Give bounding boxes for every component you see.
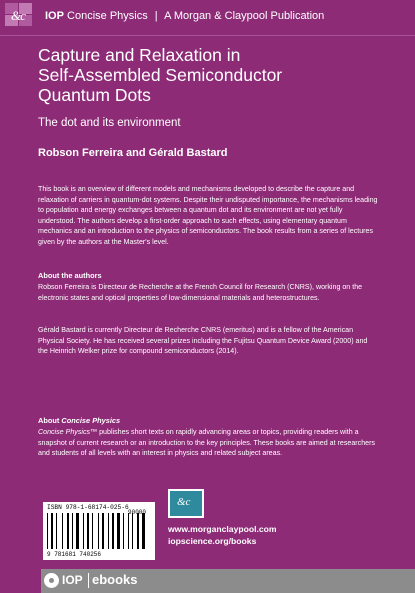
website-link-iopscience[interactable]: iopscience.org/books: [168, 536, 257, 546]
barcode-bar: [98, 513, 99, 549]
barcode-bar: [92, 513, 93, 549]
iop-logo-center: [49, 578, 54, 583]
barcode-bar: [76, 513, 79, 549]
brand-separator: |: [154, 10, 158, 22]
barcode-bar: [47, 513, 48, 549]
isbn-addon: 90000: [128, 509, 147, 516]
book-description: This book is an overview of different models and mechanisms developed to describe the capture and relaxation of carriers in quantum-dot systems. Despite their undisputed importance, the mechanisms leading to population and energy exchanges between a quantum dot and its environment are not yet fully understood. The authors develop a first-order approach to such effects, using elementary quantum mechanics and an introduction to the physics of semiconductors. The book results from a series of lectures given by the authors at the Master's level.: [38, 185, 378, 246]
svg-text:&c: &c: [177, 496, 191, 508]
footer-iop: IOP: [62, 573, 83, 587]
barcode-bar: [62, 513, 63, 549]
about-series-prefix: About: [38, 416, 62, 425]
barcode-bar: [51, 513, 53, 549]
title-line-3: Quantum Dots: [38, 85, 151, 105]
barcode-bar: [102, 513, 104, 549]
header-divider: [0, 35, 415, 36]
brand-series: Concise Physics: [67, 10, 148, 22]
barcode-bar: [137, 513, 139, 549]
barcode-bar: [67, 513, 69, 549]
footer-accent: [0, 569, 41, 593]
series-description: ™ publishes short texts on rapidly advancing areas or topics, providing readers with a snapshot of current research or an introduction to the key principles. These books are aimed at researchers and students of all levels with an interest in physics and related subject areas.: [38, 428, 376, 458]
series-brand: [45, 10, 324, 22]
about-authors-heading: About the authors: [38, 271, 102, 280]
isbn-digits: 9 781681 740256: [47, 551, 102, 558]
about-series-text: [38, 427, 378, 459]
barcode-bar: [108, 513, 109, 549]
barcode-bar: [128, 513, 129, 549]
morgan-claypool-logo: [168, 489, 204, 518]
brand-iop: IOP: [45, 10, 64, 22]
footer-ebooks: ebooks: [92, 572, 138, 587]
title-line-1: Capture and Relaxation in: [38, 45, 241, 65]
barcode-bar: [132, 513, 133, 549]
book-subtitle: The dot and its environment: [38, 117, 181, 129]
barcode-bar: [142, 513, 145, 549]
logo-mark-icon: [168, 489, 204, 518]
header-bar: [0, 0, 415, 35]
barcode-bar: [123, 513, 124, 549]
barcode-bar: [56, 513, 57, 549]
about-series-name: Concise Physics: [61, 416, 121, 425]
book-title: [38, 45, 398, 105]
footer-separator: [88, 573, 89, 588]
barcode-bar: [87, 513, 89, 549]
brand-tagline: A Morgan & Claypool Publication: [164, 10, 325, 22]
series-name-inline: Concise Physics: [38, 428, 91, 436]
barcode-bar: [117, 513, 120, 549]
barcode-bar: [112, 513, 114, 549]
isbn-label: ISBN 978-1-68174-025-6: [47, 504, 129, 511]
author-bio-bastard: Gérald Bastard is currently Directeur de Recherche CNRS (emeritus) and is a fellow of the American Physical Society. He has received several prizes including the Fujitsu Quantum Device Award (2000) and the Heinrich Welker prize for compound semiconductors (2014).: [38, 326, 368, 356]
about-series-heading: [38, 416, 120, 425]
barcode-bars: [47, 513, 151, 551]
barcode-bar: [72, 513, 73, 549]
title-line-2: Self-Assembled Semiconductor: [38, 65, 283, 85]
website-link-morganclaypool[interactable]: www.morganclaypool.com: [168, 524, 277, 534]
barcode-bar: [83, 513, 84, 549]
book-authors: Robson Ferreira and Gérald Bastard: [38, 147, 228, 159]
author-bio-ferreira: Robson Ferreira is Directeur de Recherche at the French Council for Research (CNRS), working on the electronic states and optical properties of low-dimensional materials and heterostructures.: [38, 283, 363, 302]
publisher-logo: [5, 3, 35, 27]
publisher-logo-mark: &c: [11, 8, 25, 23]
